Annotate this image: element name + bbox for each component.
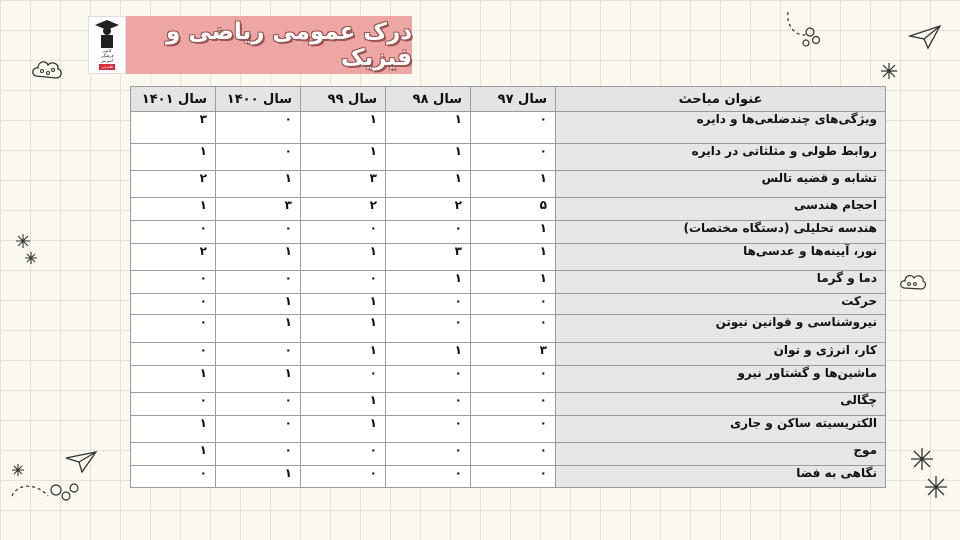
topic-cell: ماشین‌ها و گشتاور نیرو xyxy=(556,366,886,393)
value-cell: ۳ xyxy=(216,198,301,221)
header-year-99: سال ۹۹ xyxy=(301,87,386,112)
value-cell: ۱ xyxy=(216,294,301,315)
swirl-bottom-icon xyxy=(8,460,88,510)
value-cell: ۰ xyxy=(301,271,386,294)
value-cell: ۱ xyxy=(131,416,216,443)
topic-cell: تشابه و قضیه تالس xyxy=(556,171,886,198)
value-cell: ۱ xyxy=(301,315,386,343)
value-cell: ۱ xyxy=(386,144,471,171)
value-cell: ۱ xyxy=(471,244,556,271)
topics-table xyxy=(130,86,886,488)
value-cell: ۱ xyxy=(301,393,386,416)
value-cell: ۱ xyxy=(471,171,556,198)
value-cell: ۱ xyxy=(216,366,301,393)
value-cell: ۱ xyxy=(301,112,386,144)
table-row xyxy=(131,366,886,393)
table-row xyxy=(131,294,886,315)
topic-cell: موج xyxy=(556,443,886,466)
table-row xyxy=(131,343,886,366)
value-cell: ۱ xyxy=(216,315,301,343)
table-row xyxy=(131,198,886,221)
value-cell: ۰ xyxy=(216,112,301,144)
value-cell: ۰ xyxy=(216,416,301,443)
value-cell: ۰ xyxy=(301,443,386,466)
value-cell: ۰ xyxy=(386,443,471,466)
value-cell: ۲ xyxy=(386,198,471,221)
value-cell: ۰ xyxy=(386,294,471,315)
topic-cell: نور، آیینه‌ها و عدسی‌ها xyxy=(556,244,886,271)
value-cell: ۲ xyxy=(131,171,216,198)
table-row xyxy=(131,221,886,244)
topic-cell: کار، انرژی و توان xyxy=(556,343,886,366)
value-cell: ۰ xyxy=(301,466,386,488)
value-cell: ۰ xyxy=(471,366,556,393)
value-cell: ۰ xyxy=(386,221,471,244)
table-row xyxy=(131,144,886,171)
value-cell: ۱ xyxy=(216,466,301,488)
topic-cell: الکتریسیته ساکن و جاری xyxy=(556,416,886,443)
value-cell: ۰ xyxy=(131,393,216,416)
value-cell: ۰ xyxy=(301,366,386,393)
value-cell: ۱ xyxy=(386,112,471,144)
value-cell: ۰ xyxy=(386,393,471,416)
topic-cell: چگالی xyxy=(556,393,886,416)
value-cell: ۰ xyxy=(131,343,216,366)
value-cell: ۰ xyxy=(131,315,216,343)
paper-plane-icon xyxy=(908,24,942,50)
value-cell: ۰ xyxy=(131,294,216,315)
value-cell: ۱ xyxy=(216,171,301,198)
value-cell: ۰ xyxy=(471,294,556,315)
value-cell: ۱ xyxy=(301,416,386,443)
value-cell: ۰ xyxy=(216,144,301,171)
graduate-figure-icon xyxy=(94,19,120,49)
value-cell: ۱ xyxy=(216,244,301,271)
logo-text-2: فرهنگی xyxy=(100,53,114,58)
value-cell: ۱ xyxy=(131,144,216,171)
swirl-doodle-icon xyxy=(784,8,854,58)
logo xyxy=(88,16,126,74)
topic-cell: حرکت xyxy=(556,294,886,315)
value-cell: ۱ xyxy=(301,294,386,315)
value-cell: ۱ xyxy=(301,343,386,366)
table-row xyxy=(131,466,886,488)
value-cell: ۰ xyxy=(386,366,471,393)
table-row xyxy=(131,271,886,294)
logo-tag: قلم‌چی xyxy=(101,64,113,69)
topic-cell: دما و گرما xyxy=(556,271,886,294)
value-cell: ۰ xyxy=(386,466,471,488)
value-cell: ۲ xyxy=(301,198,386,221)
sparkle-bottom-right-icon xyxy=(910,446,950,500)
cloud-right-icon xyxy=(898,270,926,296)
value-cell: ۰ xyxy=(131,466,216,488)
header-year-1400: سال ۱۴۰۰ xyxy=(216,87,301,112)
value-cell: ۰ xyxy=(471,144,556,171)
value-cell: ۱ xyxy=(131,366,216,393)
header-year-98: سال ۹۸ xyxy=(386,87,471,112)
value-cell: ۰ xyxy=(301,221,386,244)
page-title: درک عمومی ریاضی و فیزیک xyxy=(166,19,412,71)
table-row xyxy=(131,112,886,144)
header-year-97: سال ۹۷ xyxy=(471,87,556,112)
topic-cell: احجام هندسی xyxy=(556,198,886,221)
value-cell: ۰ xyxy=(131,271,216,294)
table-body xyxy=(131,112,886,488)
value-cell: ۳ xyxy=(386,244,471,271)
value-cell: ۰ xyxy=(386,416,471,443)
value-cell: ۱ xyxy=(471,271,556,294)
value-cell: ۳ xyxy=(131,112,216,144)
value-cell: ۰ xyxy=(216,443,301,466)
table-row xyxy=(131,315,886,343)
topic-cell: هندسه تحلیلی (دستگاه مختصات) xyxy=(556,221,886,244)
value-cell: ۰ xyxy=(386,315,471,343)
table-row xyxy=(131,416,886,443)
value-cell: ۱ xyxy=(471,221,556,244)
value-cell: ۰ xyxy=(471,112,556,144)
value-cell: ۳ xyxy=(301,171,386,198)
sparkle-icon xyxy=(880,62,898,80)
header-topic: عنوان مباحث xyxy=(556,87,886,112)
value-cell: ۱ xyxy=(386,343,471,366)
logo-text-1: کانون xyxy=(102,48,112,53)
value-cell: ۱ xyxy=(386,271,471,294)
table-header-row xyxy=(131,87,886,112)
title-banner xyxy=(126,16,412,74)
value-cell: ۱ xyxy=(131,198,216,221)
value-cell: ۲ xyxy=(131,244,216,271)
value-cell: ۰ xyxy=(216,343,301,366)
value-cell: ۰ xyxy=(471,416,556,443)
table-row xyxy=(131,244,886,271)
table-row xyxy=(131,393,886,416)
topic-cell: نیروشناسی و قوانین نیوتن xyxy=(556,315,886,343)
value-cell: ۱ xyxy=(301,244,386,271)
value-cell: ۰ xyxy=(131,221,216,244)
value-cell: ۱ xyxy=(131,443,216,466)
topic-cell: نگاهی به فضا xyxy=(556,466,886,488)
sparkle-left-icon xyxy=(14,232,40,266)
header-year-1401: سال ۱۴۰۱ xyxy=(131,87,216,112)
table-row xyxy=(131,443,886,466)
value-cell: ۵ xyxy=(471,198,556,221)
value-cell: ۱ xyxy=(301,144,386,171)
topic-cell: روابط طولی و مثلثاتی در دایره xyxy=(556,144,886,171)
value-cell: ۰ xyxy=(216,393,301,416)
topic-cell: ویژگی‌های چندضلعی‌ها و دایره xyxy=(556,112,886,144)
value-cell: ۰ xyxy=(471,466,556,488)
value-cell: ۰ xyxy=(216,271,301,294)
logo-text-3: آموزش xyxy=(100,58,114,63)
value-cell: ۰ xyxy=(216,221,301,244)
value-cell: ۰ xyxy=(471,443,556,466)
value-cell: ۰ xyxy=(471,393,556,416)
value-cell: ۰ xyxy=(471,315,556,343)
table-row xyxy=(131,171,886,198)
cloud-doodle-icon xyxy=(30,56,64,86)
value-cell: ۱ xyxy=(386,171,471,198)
value-cell: ۳ xyxy=(471,343,556,366)
